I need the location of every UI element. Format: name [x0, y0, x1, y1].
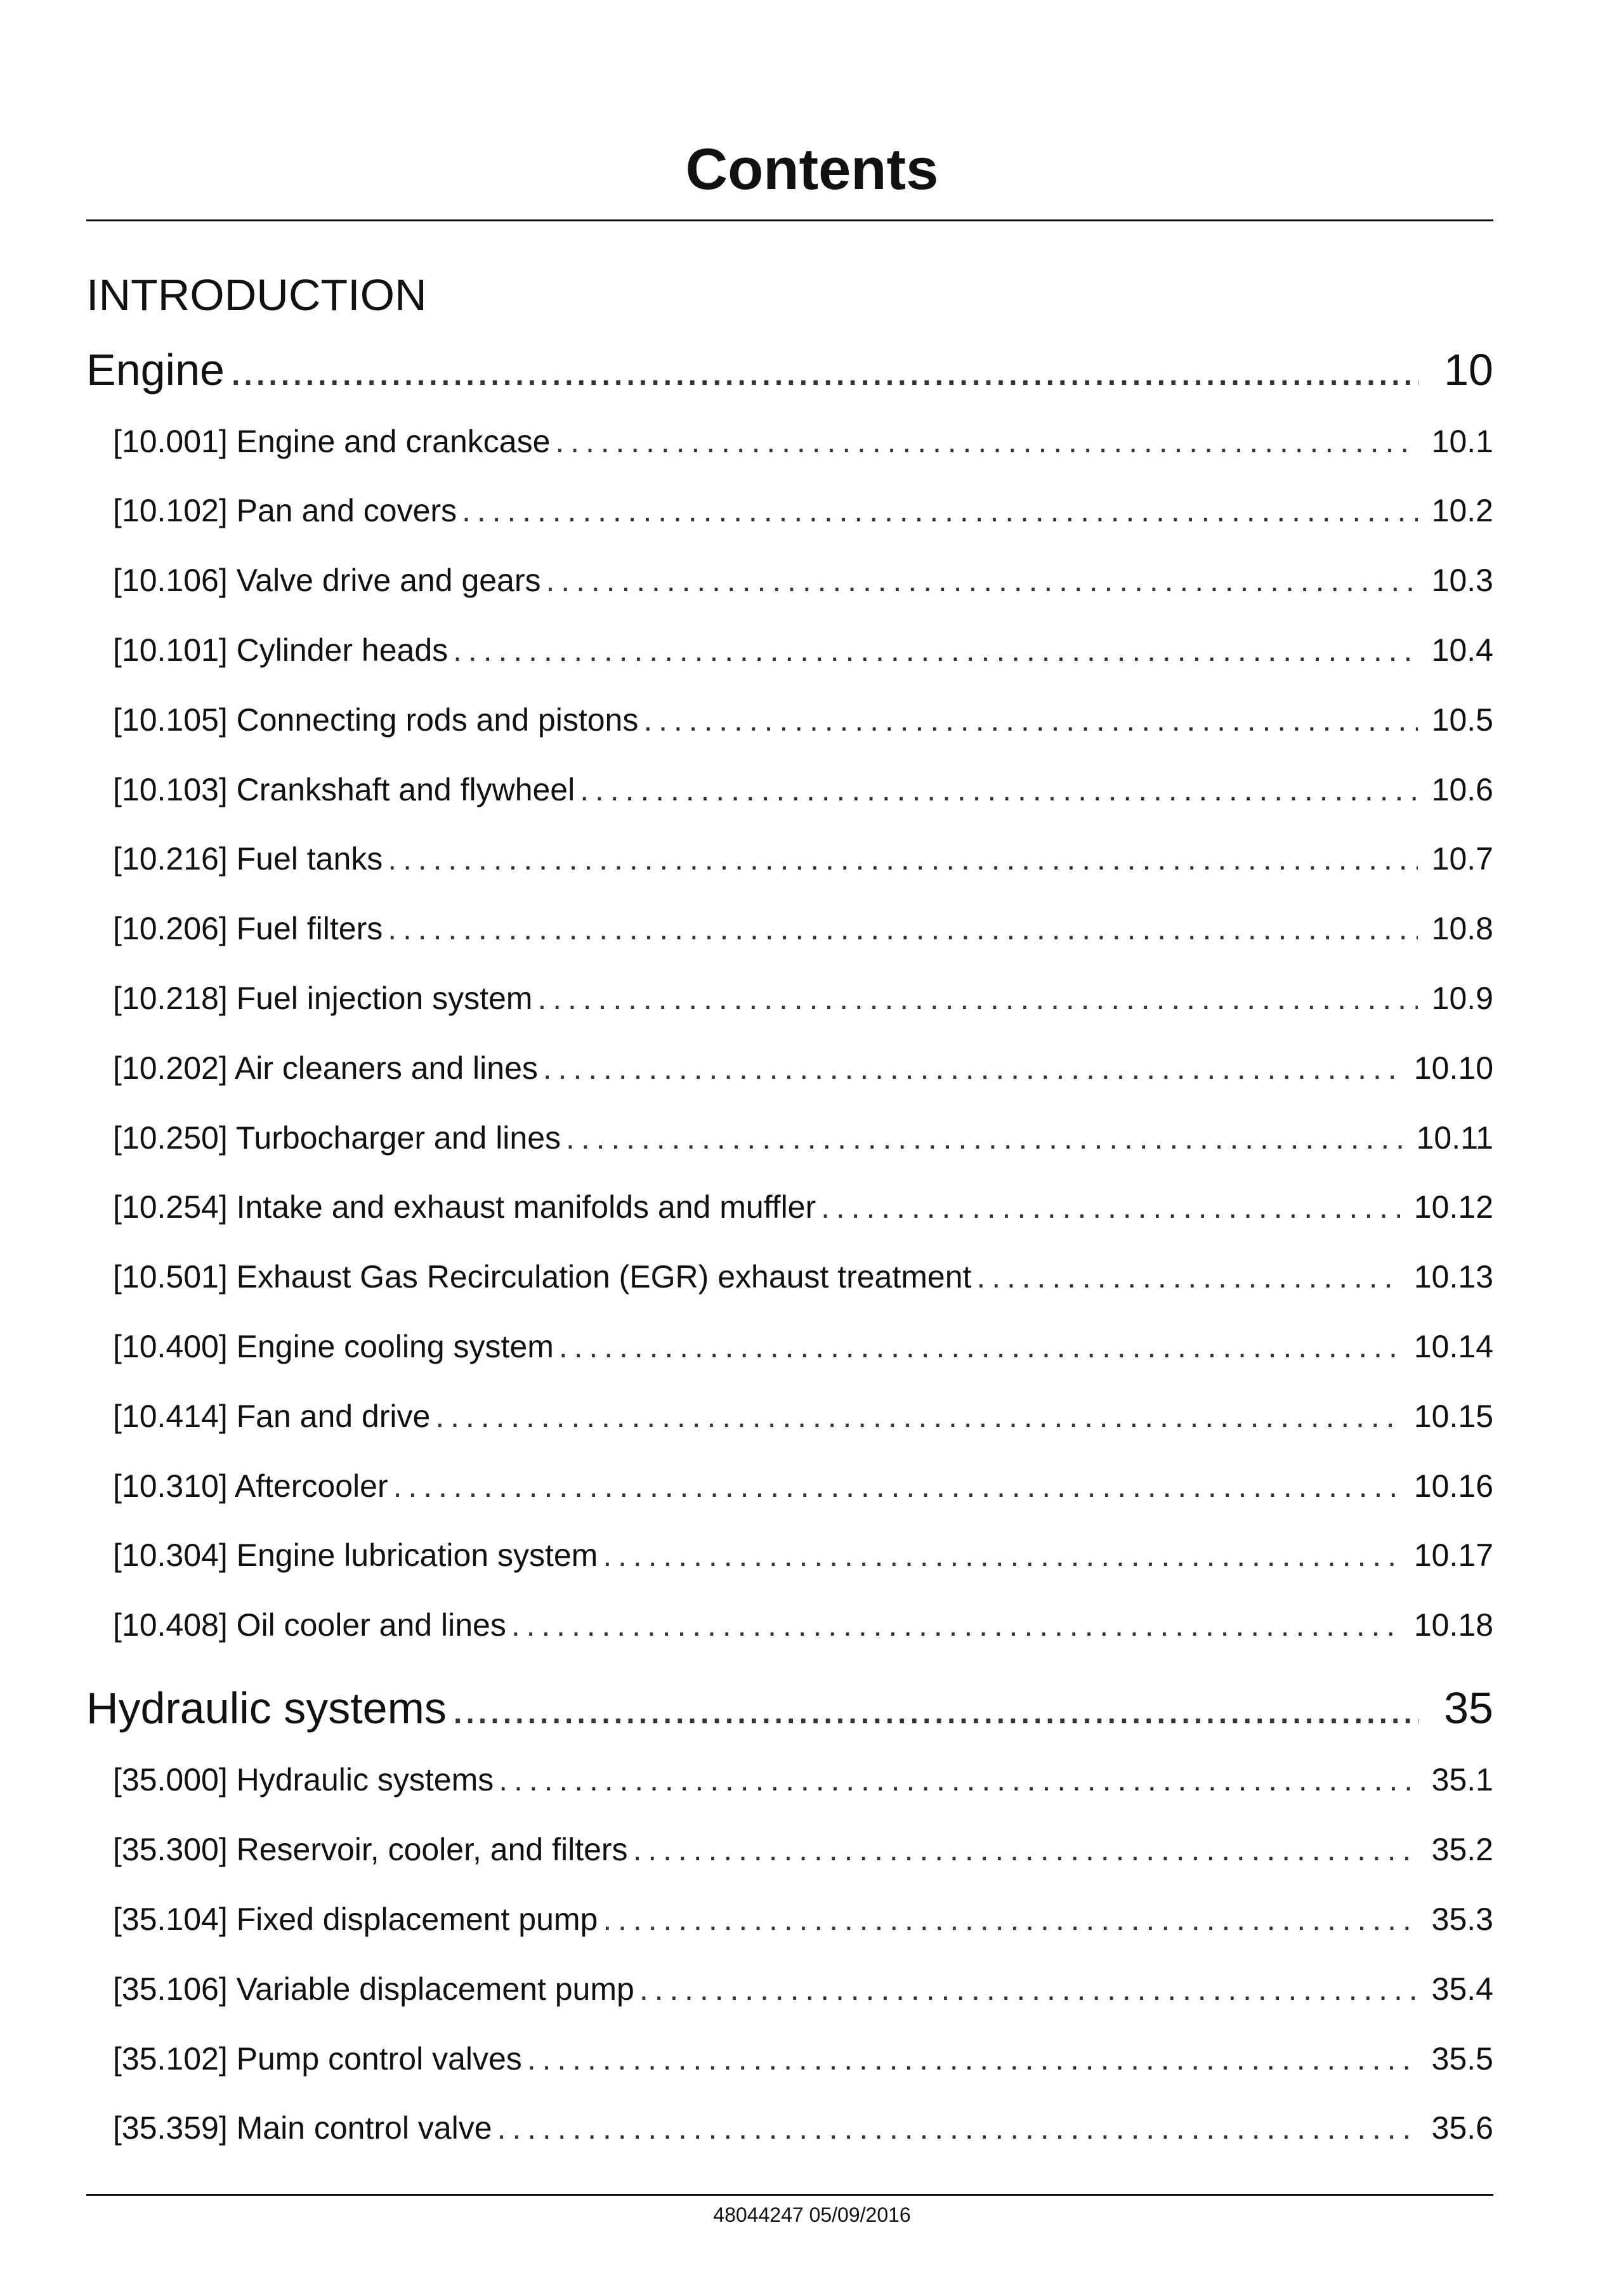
dot-leader	[388, 908, 1417, 949]
entry-page: 10.12	[1413, 1189, 1493, 1225]
entry-page: 10.18	[1413, 1607, 1493, 1643]
entry-page: 10.11	[1416, 1120, 1493, 1156]
entry-page: 10.4	[1431, 632, 1493, 668]
entry-page: 10.13	[1413, 1259, 1493, 1295]
toc-entry[interactable]	[113, 1759, 1493, 1800]
entry-label: [10.250] Turbocharger and lines	[113, 1120, 561, 1156]
entry-page: 10.8	[1431, 911, 1493, 946]
entry-page: 10.1	[1431, 424, 1493, 459]
footer-rule	[86, 2194, 1493, 2196]
entry-label: [10.400] Engine cooling system	[113, 1329, 554, 1364]
dot-leader	[559, 1326, 1400, 1367]
entry-label: [10.001] Engine and crankcase	[113, 424, 551, 459]
toc-entry[interactable]	[113, 1466, 1493, 1506]
dot-leader	[555, 421, 1417, 462]
toc-entry[interactable]	[113, 1256, 1493, 1297]
toc-entry[interactable]	[113, 769, 1493, 810]
dot-leader	[230, 341, 1418, 398]
entry-page: 10.17	[1413, 1537, 1493, 1573]
dot-leader	[527, 2038, 1418, 2079]
entry-label: [35.300] Reservoir, cooler, and filters	[113, 1832, 628, 1867]
dot-leader	[393, 1466, 1400, 1506]
dot-leader	[435, 1396, 1400, 1437]
header-rule	[86, 219, 1493, 221]
dot-leader	[821, 1187, 1400, 1227]
entry-label: [10.501] Exhaust Gas Recirculation (EGR) exhaust treatment	[113, 1259, 972, 1295]
dot-leader	[639, 1969, 1418, 2009]
toc-entry[interactable]	[113, 1899, 1493, 1940]
dot-leader	[511, 1605, 1400, 1645]
section-title: Engine	[86, 345, 225, 395]
dot-leader	[452, 1680, 1418, 1737]
entry-page: 10.2	[1431, 493, 1493, 528]
toc-entry[interactable]	[113, 1048, 1493, 1088]
dot-leader	[976, 1256, 1399, 1297]
entry-page: 35.5	[1431, 2041, 1493, 2077]
toc-entry[interactable]	[113, 908, 1493, 949]
toc-entry[interactable]	[113, 1396, 1493, 1437]
footer-doc-id: 48044247 05/09/2016	[713, 2203, 911, 2226]
entry-page: 35.4	[1431, 1971, 1493, 2007]
entry-label: [10.103] Crankshaft and flywheel	[113, 772, 575, 807]
entry-label: [35.106] Variable displacement pump	[113, 1971, 634, 2007]
page-title: Contents	[685, 137, 939, 202]
entry-label: [10.310] Aftercooler	[113, 1468, 388, 1504]
entry-label: [35.102] Pump control valves	[113, 2041, 522, 2077]
entry-page: 10.6	[1431, 772, 1493, 807]
toc-entry[interactable]	[113, 978, 1493, 1019]
toc-entry[interactable]	[113, 1118, 1493, 1158]
dot-leader	[566, 1118, 1403, 1158]
entry-label: [10.304] Engine lubrication system	[113, 1537, 598, 1573]
entry-page: 10.5	[1431, 702, 1493, 738]
entry-page: 10.7	[1431, 841, 1493, 877]
dot-leader	[603, 1899, 1417, 1940]
entry-label: [35.359] Main control valve	[113, 2110, 492, 2146]
dot-leader	[633, 1829, 1418, 1870]
dot-leader	[537, 978, 1417, 1019]
dot-leader	[497, 2108, 1418, 2148]
toc-entry[interactable]	[113, 1605, 1493, 1645]
toc-entry[interactable]	[113, 490, 1493, 531]
toc-entry[interactable]	[113, 1326, 1493, 1367]
entry-page: 10.9	[1431, 981, 1493, 1016]
section-page: 10	[1444, 345, 1493, 395]
toc-section-engine[interactable]	[86, 341, 1493, 398]
entry-label: [35.104] Fixed displacement pump	[113, 1901, 598, 1937]
dot-leader	[462, 490, 1418, 531]
entry-label: [10.216] Fuel tanks	[113, 841, 383, 877]
intro-heading[interactable]: INTRODUCTION	[86, 270, 427, 320]
toc-entry[interactable]	[113, 1535, 1493, 1575]
dot-leader	[499, 1759, 1417, 1800]
entry-label: [10.414] Fan and drive	[113, 1399, 431, 1434]
entry-label: [10.102] Pan and covers	[113, 493, 457, 528]
toc-entry[interactable]	[113, 630, 1493, 670]
toc-entry[interactable]	[113, 2038, 1493, 2079]
entry-label: [10.254] Intake and exhaust manifolds and muffler	[113, 1189, 816, 1225]
entry-label: [35.000] Hydraulic systems	[113, 1762, 494, 1797]
entry-page: 35.6	[1431, 2110, 1493, 2146]
dot-leader	[546, 560, 1418, 601]
dot-leader	[388, 838, 1417, 879]
dot-leader	[580, 769, 1417, 810]
toc-entry[interactable]	[113, 560, 1493, 601]
entry-label: [10.206] Fuel filters	[113, 911, 383, 946]
entry-page: 35.1	[1431, 1762, 1493, 1797]
entry-page: 10.10	[1413, 1050, 1493, 1086]
entry-label: [10.202] Air cleaners and lines	[113, 1050, 538, 1086]
dot-leader	[453, 630, 1418, 670]
entry-page: 35.2	[1431, 1832, 1493, 1867]
toc-entry[interactable]	[113, 1829, 1493, 1870]
entry-page: 10.16	[1413, 1468, 1493, 1504]
dot-leader	[643, 700, 1417, 740]
toc-entry[interactable]	[113, 2108, 1493, 2148]
entry-label: [10.106] Valve drive and gears	[113, 563, 541, 598]
entry-page: 10.14	[1413, 1329, 1493, 1364]
dot-leader	[603, 1535, 1400, 1575]
toc-entry[interactable]	[113, 700, 1493, 740]
entry-label: [10.218] Fuel injection system	[113, 981, 533, 1016]
toc-section-hydraulic-systems[interactable]	[86, 1680, 1493, 1737]
dot-leader	[543, 1048, 1400, 1088]
toc-entry[interactable]	[113, 1187, 1493, 1227]
toc-entry[interactable]	[113, 1969, 1493, 2009]
entry-label: [10.105] Connecting rods and pistons	[113, 702, 639, 738]
entry-label: [10.101] Cylinder heads	[113, 632, 449, 668]
entry-label: [10.408] Oil cooler and lines	[113, 1607, 506, 1643]
toc-entry[interactable]	[113, 838, 1493, 879]
entry-page: 10.15	[1413, 1399, 1493, 1434]
section-page: 35	[1444, 1683, 1493, 1733]
entry-page: 10.3	[1431, 563, 1493, 598]
section-title: Hydraulic systems	[86, 1683, 447, 1733]
toc-entry[interactable]	[113, 421, 1493, 462]
entry-page: 35.3	[1431, 1901, 1493, 1937]
